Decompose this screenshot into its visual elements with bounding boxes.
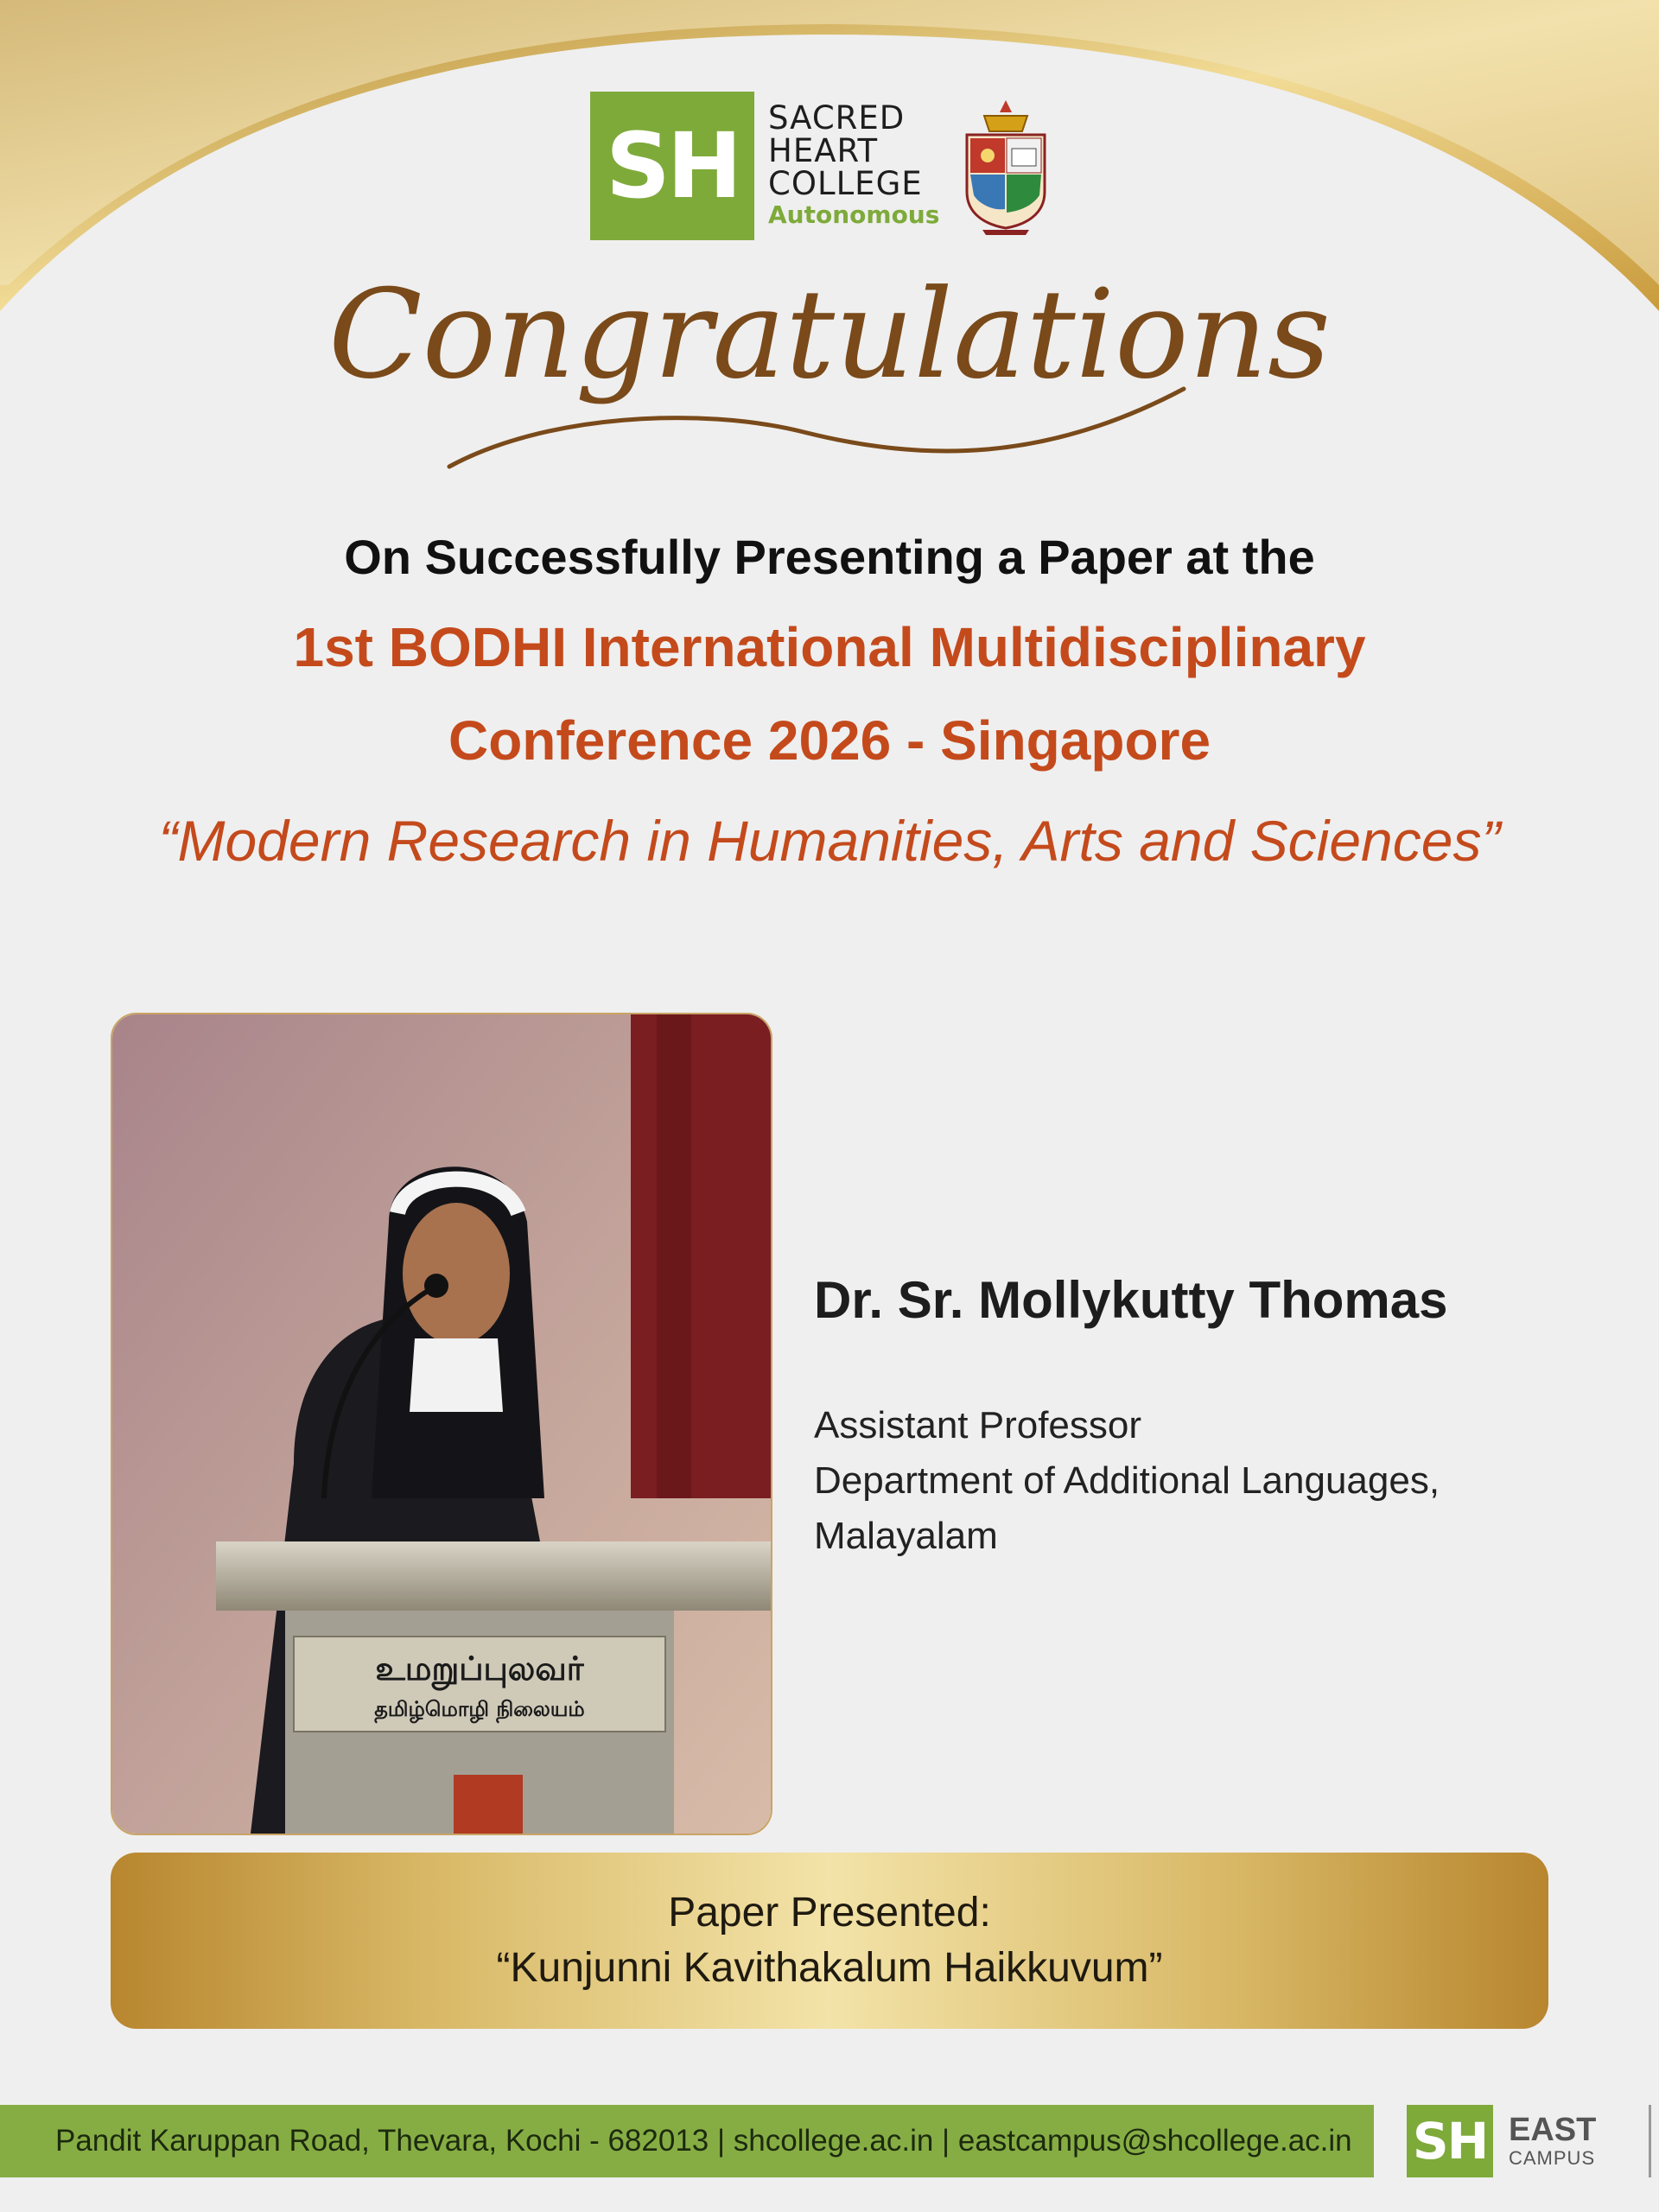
conference-title-line-2: Conference 2026 - Singapore <box>448 709 1211 772</box>
presenter-role <box>814 1398 1440 1564</box>
footer-contact-text: Pandit Karuppan Road, Thevara, Kochi - 682013 | shcollege.ac.in | eastcampus@shcollege.ac.in <box>55 2124 1352 2158</box>
footer-campus-line-1: EAST <box>1509 2112 1597 2148</box>
presenter-photo <box>111 1013 772 1835</box>
footer-campus-wordmark <box>1509 2113 1596 2170</box>
logo-line-2: HEART <box>768 132 879 169</box>
footer-campus-line-2: CAMPUS <box>1509 2147 1596 2169</box>
footer-campus-logo <box>1407 2105 1596 2177</box>
paper-label: Paper Presented: <box>668 1890 991 1936</box>
intro-text: On Successfully Presenting a Paper at the <box>344 530 1315 584</box>
college-logo <box>590 92 1053 240</box>
logo-line-3: COLLEGE <box>768 165 923 202</box>
podium-sign-line-2: தமிழ்மொழி நிலையம் <box>374 1697 585 1721</box>
conference-title-line-1: 1st BODHI International Multidisciplinary <box>293 616 1366 678</box>
congratulations-heading: Congratulations <box>328 264 1331 406</box>
podium-sign-line-1: உமறுப்புலவர் <box>375 1649 584 1688</box>
college-crest-icon <box>958 97 1053 235</box>
sh-logo-mark: SH <box>590 92 754 240</box>
paper-title: “Kunjunni Kavithakalum Haikkuvum” <box>496 1945 1163 1991</box>
logo-line-1: SACRED <box>768 99 906 137</box>
footer-divider <box>1649 2105 1651 2177</box>
presenter-name: Dr. Sr. Mollykutty Thomas <box>814 1271 1448 1329</box>
footer-sh-logo-mark: SH <box>1407 2105 1493 2177</box>
conference-theme: “Modern Research in Humanities, Arts and Sciences” <box>158 809 1501 873</box>
footer-contact-bar <box>0 2105 1374 2177</box>
presenter-designation: Assistant Professor <box>814 1404 1142 1446</box>
presenter-department-line-1: Department of Additional Languages, <box>814 1459 1440 1502</box>
logo-autonomous: Autonomous <box>768 200 940 229</box>
paper-presented-box <box>111 1853 1548 2029</box>
logo-wordmark <box>768 99 940 230</box>
heading-swash-decoration <box>441 380 1201 484</box>
presenter-department-line-2: Malayalam <box>814 1515 998 1557</box>
